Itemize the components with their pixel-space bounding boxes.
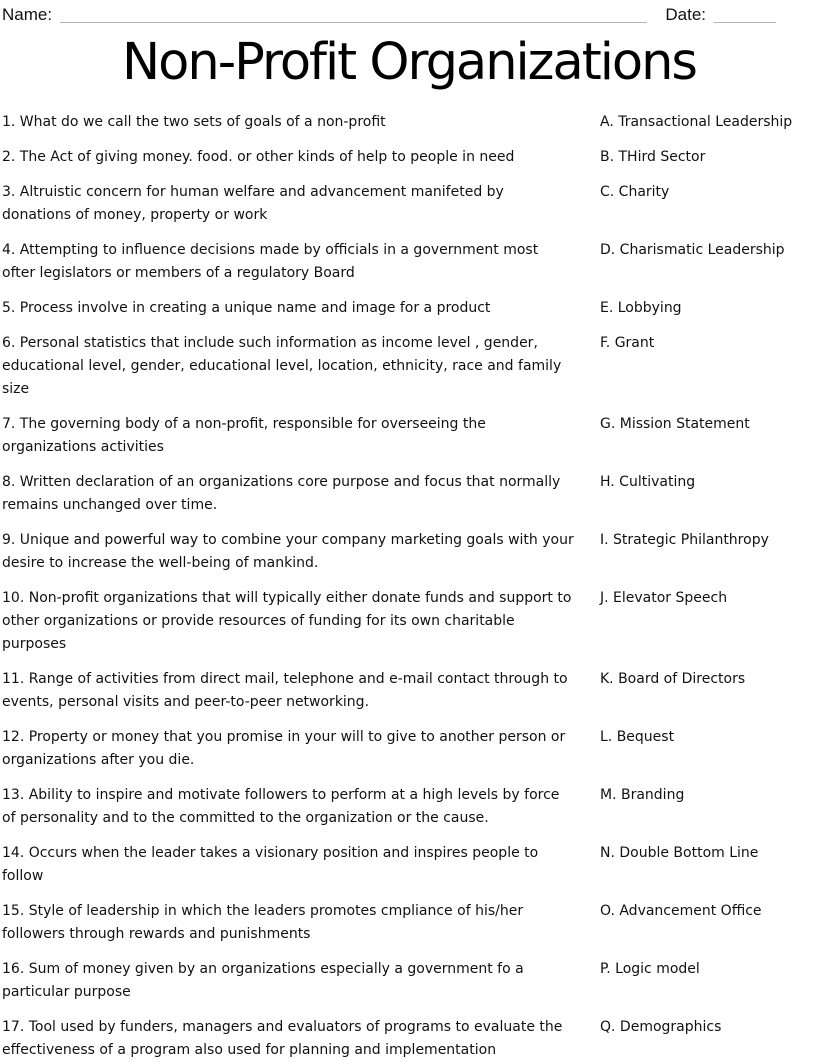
answer-option: L. Bequest [600, 729, 675, 745]
answer-option: I. Strategic Philanthropy [600, 532, 769, 548]
answer-option: H. Cultivating [600, 474, 696, 490]
question-text: 3. Altruistic concern for human welfare and advancement manifeted by donations of money, property or work [2, 184, 504, 223]
matching-row [2, 900, 816, 946]
question-text: 16. Sum of money given by an organizations especially a government fo a particular purpose [2, 961, 524, 1000]
answer-option: Q. Demographics [600, 1019, 722, 1035]
matching-row [2, 239, 816, 285]
answer-option: P. Logic model [600, 961, 700, 977]
matching-row [2, 1016, 816, 1062]
answer-option: J. Elevator Speech [600, 590, 728, 606]
answer-option: M. Branding [600, 787, 685, 803]
question-text: 1. What do we call the two sets of goals of a non-profit [2, 114, 386, 130]
matching-row [2, 726, 816, 772]
matching-row [2, 111, 816, 134]
answer-option: E. Lobbying [600, 300, 682, 316]
name-date-row [2, 3, 816, 25]
answer-option: N. Double Bottom Line [600, 845, 759, 861]
matching-row [2, 471, 816, 517]
matching-row [2, 529, 816, 575]
matching-row [2, 332, 816, 401]
question-text: 7. The governing body of a non-profit, responsible for overseeing the organizations activities [2, 416, 486, 455]
question-text: 2. The Act of giving money. food. or other kinds of help to people in need [2, 149, 515, 165]
question-text: 9. Unique and powerful way to combine your company marketing goals with your desire to increase the well-being of mankind. [2, 532, 574, 571]
answer-option: G. Mission Statement [600, 416, 750, 432]
page-title: Non-Profit Organizations [122, 33, 696, 92]
answer-option: B. THird Sector [600, 149, 706, 165]
matching-row [2, 413, 816, 459]
question-text: 4. Attempting to influence decisions made by officials in a government most ofter legislators or members of a regulatory Board [2, 242, 539, 281]
answer-option: A. Transactional Leadership [600, 114, 793, 130]
answer-option: D. Charismatic Leadership [600, 242, 785, 258]
answer-option: C. Charity [600, 184, 670, 200]
question-text: 12. Property or money that you promise in your will to give to another person or organizations after you die. [2, 729, 566, 768]
question-text: 17. Tool used by funders, managers and evaluators of programs to evaluate the effectiveness of a program also used for planning and implementation [2, 1019, 563, 1058]
date-label: Date: [665, 5, 706, 24]
matching-row [2, 668, 816, 714]
date-blank-line [714, 8, 776, 23]
question-text: 5. Process involve in creating a unique name and image for a product [2, 300, 491, 316]
matching-row [2, 587, 816, 656]
matching-row [2, 958, 816, 1004]
matching-row [2, 181, 816, 227]
matching-list [2, 111, 816, 1062]
question-text: 14. Occurs when the leader takes a visionary position and inspires people to follow [2, 845, 539, 884]
matching-row [2, 146, 816, 169]
question-text: 13. Ability to inspire and motivate followers to perform at a high levels by force of personality and to the committed to the organization or the cause. [2, 787, 560, 826]
matching-row [2, 784, 816, 830]
answer-option: F. Grant [600, 335, 655, 351]
answer-option: K. Board of Directors [600, 671, 746, 687]
matching-row [2, 842, 816, 888]
question-text: 11. Range of activities from direct mail, telephone and e-mail contact through to events, personal visits and peer-to-peer networking. [2, 671, 568, 710]
name-blank-line [60, 8, 647, 23]
question-text: 6. Personal statistics that include such information as income level , gender, educational level, gender, educational level, location, ethnicity, race and family size [2, 335, 562, 397]
answer-option: O. Advancement Office [600, 903, 762, 919]
name-label: Name: [2, 5, 53, 24]
question-text: 10. Non-profit organizations that will typically either donate funds and support to other organizations or provide resources of funding for its own charitable purposes [2, 590, 572, 652]
question-text: 15. Style of leadership in which the leaders promotes cmpliance of his/her followers through rewards and punishments [2, 903, 524, 942]
question-text: 8. Written declaration of an organizations core purpose and focus that normally remains unchanged over time. [2, 474, 561, 513]
matching-row [2, 297, 816, 320]
